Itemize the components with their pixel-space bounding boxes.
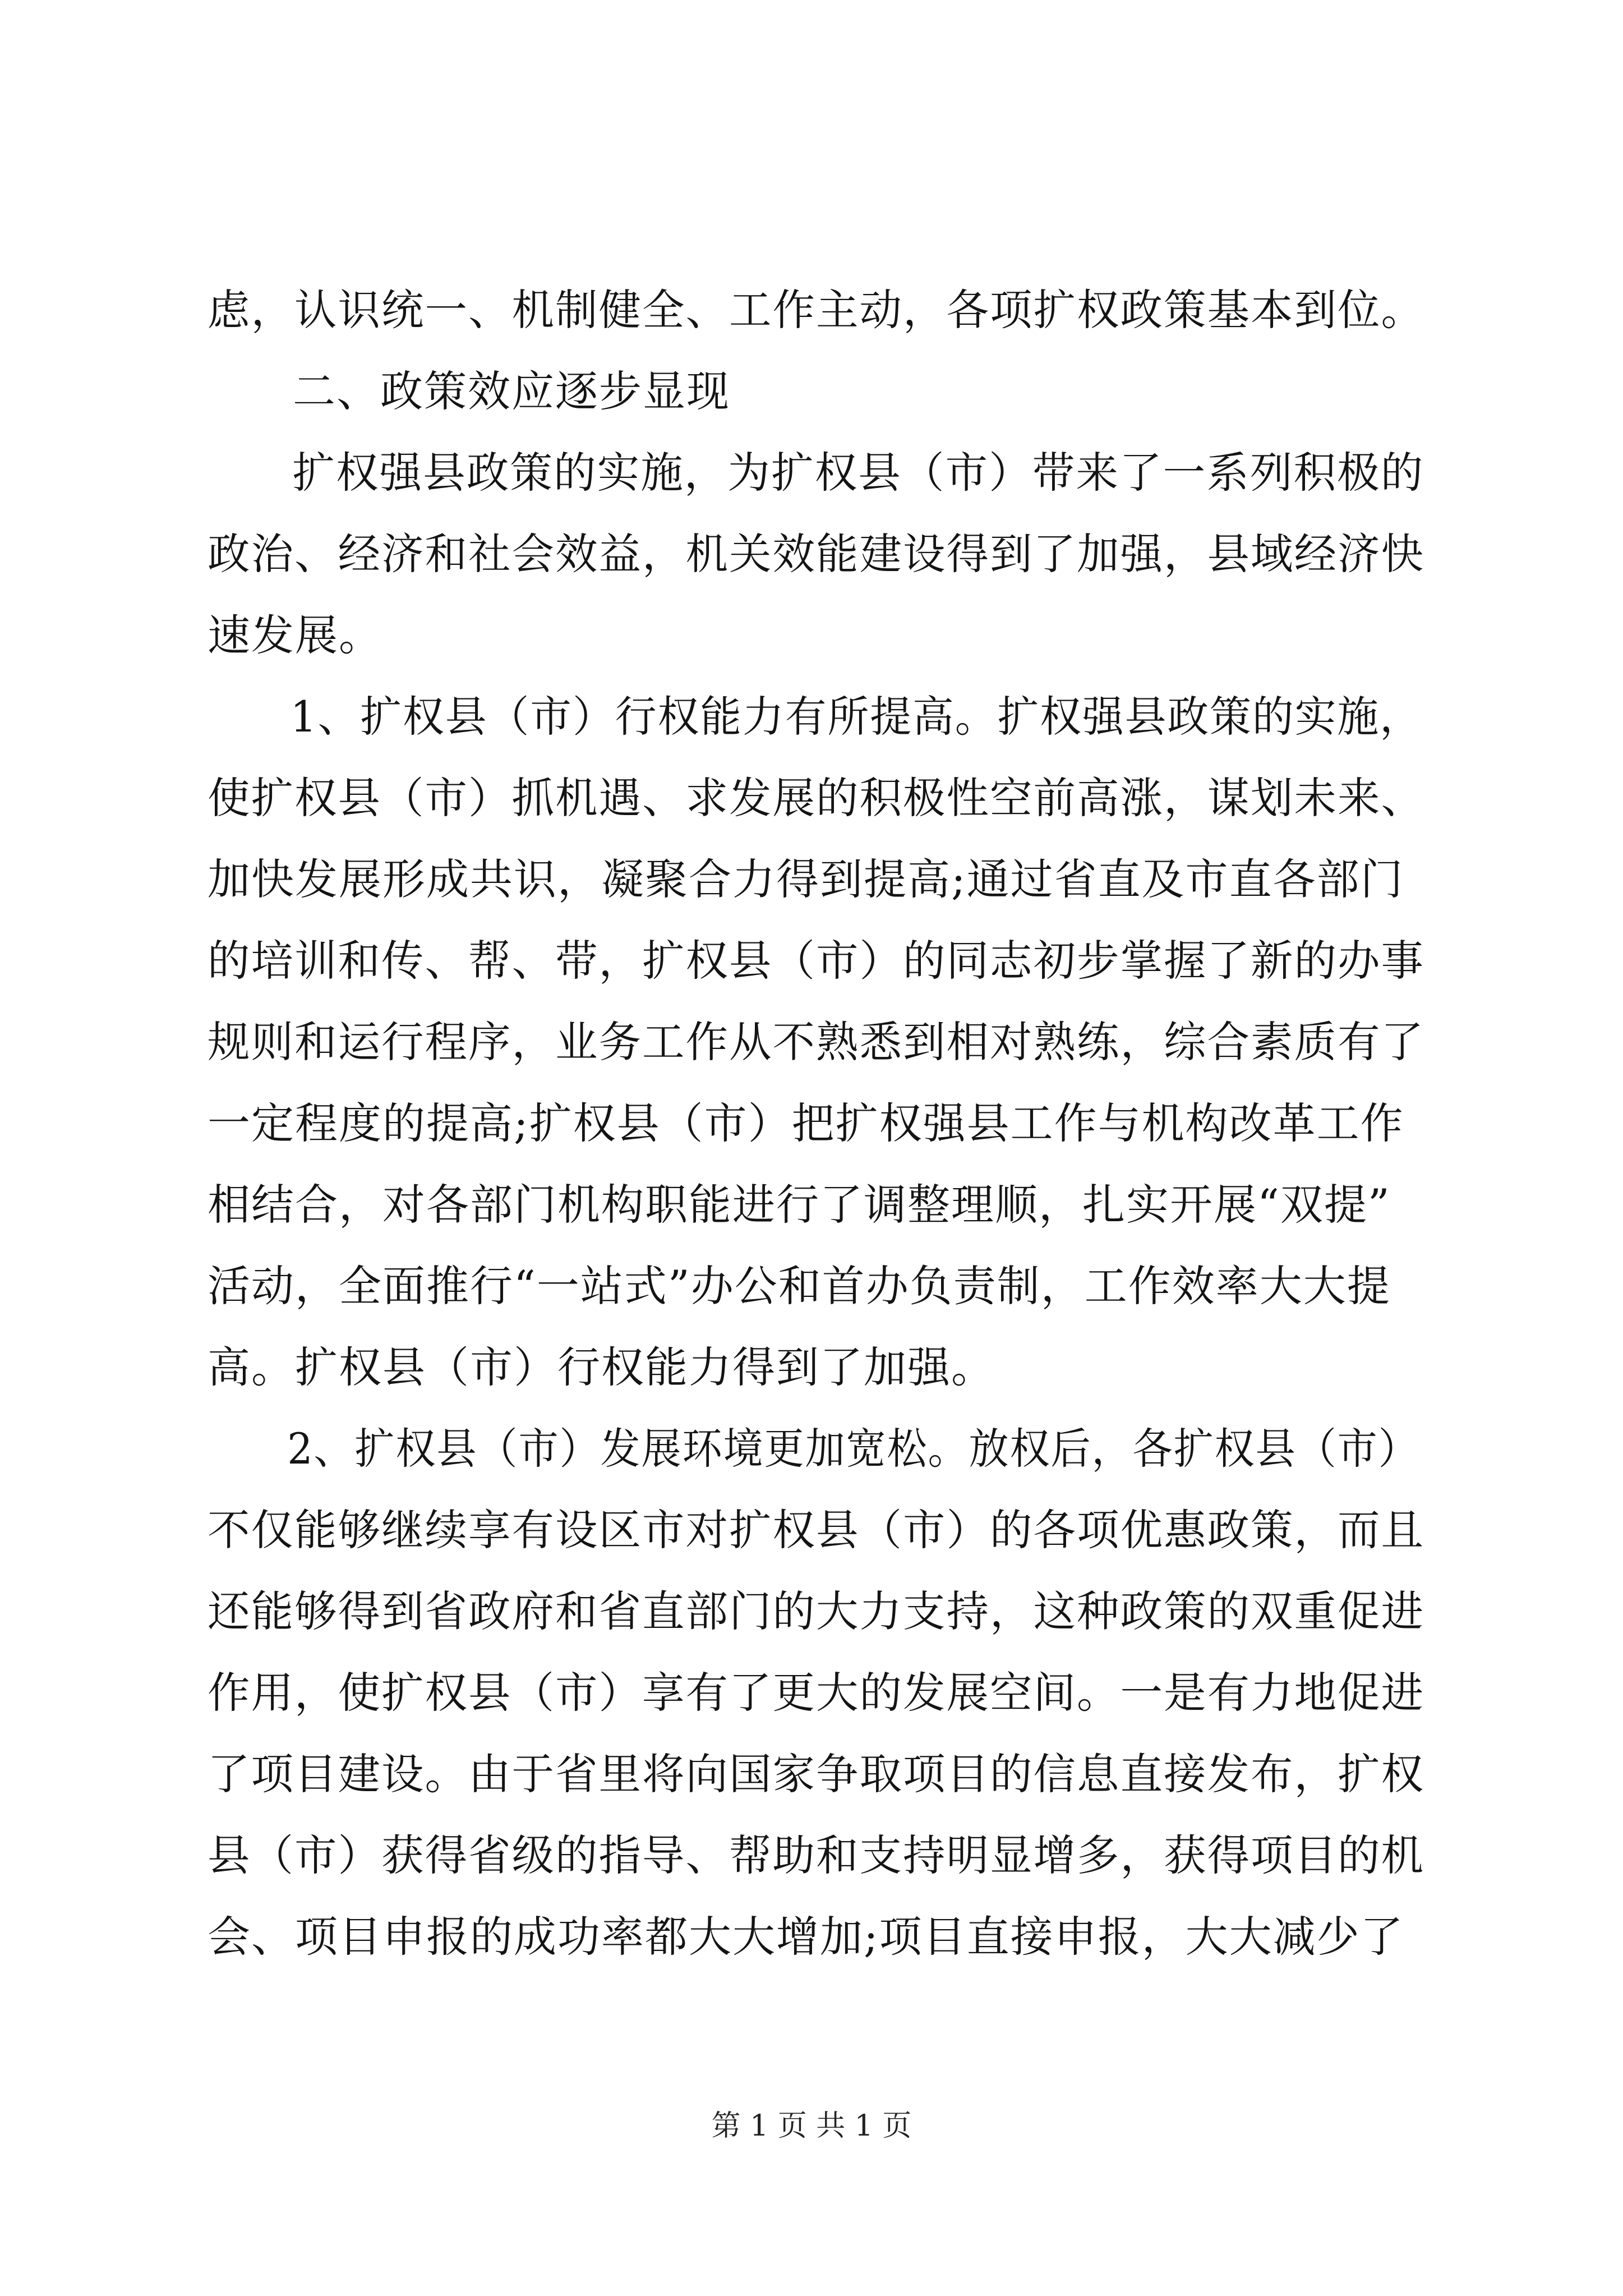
- text-line: 相结合，对各部门机构职能进行了调整理顺，扎实开展“双提”: [208, 1180, 1391, 1230]
- text-line: 高。扩权县（市）行权能力得到了加强。: [208, 1342, 995, 1392]
- text-line: 会、项目申报的成功率都大大增加;项目直接申报，大大减少了: [208, 1912, 1404, 1962]
- text-line: 还能够得到省政府和省直部门的大力支持，这种政策的双重促进: [208, 1586, 1425, 1636]
- text-line: 扩权强县政策的实施，为扩权县（市）带来了一系列积极的: [292, 448, 1424, 498]
- text-line: 作用，使扩权县（市）享有了更大的发展空间。一是有力地促进: [208, 1668, 1425, 1718]
- document-body: [208, 269, 1424, 1977]
- text-line: 活动，全面推行“一站式”办公和首办负责制，工作效率大大提: [208, 1261, 1391, 1311]
- text-line: 使扩权县（市）抓机遇、求发展的积极性空前高涨，谋划未来、: [208, 773, 1425, 823]
- text-line: 县（市）获得省级的指导、帮助和支持明显增多，获得项目的机: [208, 1830, 1425, 1880]
- text-line: 二、政策效应逐步显现: [293, 366, 730, 416]
- text-line: 虑，认识统一、机制健全、工作主动，各项扩权政策基本到位。: [208, 285, 1425, 335]
- page-footer: 第 1 页 共 1 页: [711, 2109, 912, 2143]
- text-line: 2、扩权县（市）发展环境更加宽松。放权后，各扩权县（市）: [287, 1424, 1419, 1474]
- text-line: 1、扩权县（市）行权能力有所提高。扩权强县政策的实施，: [290, 692, 1422, 742]
- text-line: 政治、经济和社会效益，机关效能建设得到了加强，县域经济快: [208, 529, 1425, 579]
- text-line: 规则和运行程序，业务工作从不熟悉到相对熟练，综合素质有了: [208, 1017, 1425, 1067]
- text-line: 一定程度的提高;扩权县（市）把扩权强县工作与机构改革工作: [208, 1098, 1404, 1148]
- text-line: 速发展。: [208, 610, 382, 660]
- text-line: 不仅能够继续享有设区市对扩权县（市）的各项优惠政策，而且: [208, 1505, 1425, 1555]
- text-line: 加快发展形成共识，凝聚合力得到提高;通过省直及市直各部门: [208, 854, 1404, 904]
- text-line: 了项目建设。由于省里将向国家争取项目的信息直接发布，扩权: [208, 1749, 1425, 1799]
- text-line: 的培训和传、帮、带，扩权县（市）的同志初步掌握了新的办事: [208, 936, 1425, 986]
